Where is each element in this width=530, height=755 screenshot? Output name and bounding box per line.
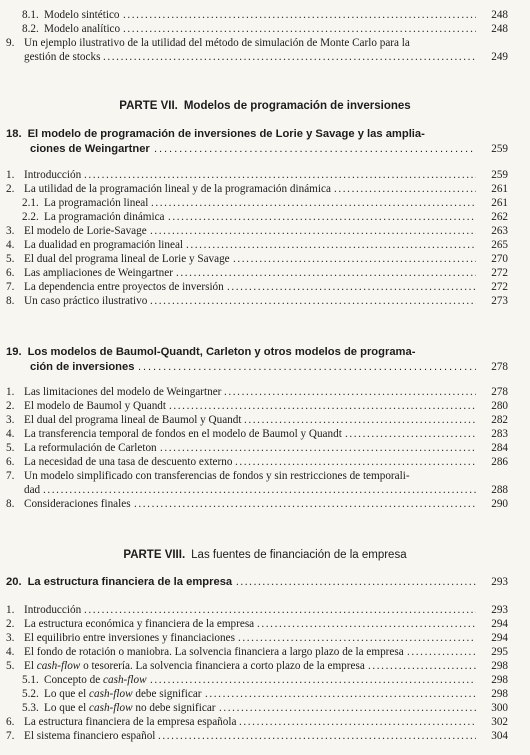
entry-title-italic: cash-flow [36,660,81,672]
entry-title: Modelo sintético [44,9,120,21]
toc-entry [0,238,530,252]
entry-number: 8.1. [22,9,39,21]
toc-entry [0,196,530,210]
chapter-title-continuation [0,142,530,156]
entry-title: Un modelo simplificado con transferencias de fondos y sin restricciones de temporali- [24,470,410,482]
chapter-title: El modelo de programación de inversiones de Lorie y Savage y las amplia- [27,128,425,140]
entry-title-continuation: dad [24,484,41,496]
leader-dots [151,196,476,210]
leader-dots [239,715,476,729]
page-number: 263 [491,225,508,237]
leader-dots [154,142,476,156]
toc-entry [0,631,530,645]
page-number: 270 [491,253,508,265]
leader-dots [176,266,476,280]
leader-dots [43,483,476,497]
leader-dots [123,8,476,22]
entry-number: 9. [6,37,15,49]
entry-title [44,673,147,687]
page-number: 298 [491,660,508,672]
entry-title: La transferencia temporal de fondos en el modelo de Baumol y Quandt [24,428,342,440]
leader-dots [168,210,476,224]
leader-dots [233,252,476,266]
toc-entry [0,385,530,399]
toc-entry [0,673,530,687]
toc-entry [0,687,530,701]
page-number: 249 [491,51,508,63]
chapter-heading [6,127,506,142]
entry-title: El fondo de rotación o maniobra. La solvencia financiera a largo plazo de la empresa [24,646,404,658]
toc-entry [0,280,530,294]
toc-entry [0,399,530,413]
entry-number: 2. [6,400,15,412]
chapter-title-line2: ciones de Weingartner [30,143,150,155]
entry-title: Modelo analítico [44,23,121,35]
page-number: 295 [491,646,508,658]
entry-title-continuation: gestión de stocks [24,51,101,63]
entry-title: Las limitaciones del modelo de Weingartner [24,386,222,398]
entry-title: La dependencia entre proyectos de inversión [24,281,224,293]
page-number: 262 [491,211,508,223]
entry-title-italic: cash-flow [103,674,147,686]
toc-entry [0,210,530,224]
entry-number: 6. [6,716,15,728]
page-number: 248 [491,9,508,21]
leader-dots [158,729,476,743]
entry-title: Introducción [24,604,82,616]
toc-entry [0,603,530,617]
entry-number: 5. [6,660,15,672]
entry-number: 7. [6,470,15,482]
entry-number: 7. [6,281,15,293]
entry-number: 1. [6,604,15,616]
entry-number: 2. [6,183,15,195]
entry-title [44,701,216,715]
page-number: 293 [491,576,508,588]
toc-entry [0,8,530,22]
page-number: 278 [491,361,508,373]
part-label: PARTE VII. [119,100,178,112]
leader-dots [205,687,476,701]
page-number: 293 [491,604,508,616]
toc-entry [0,413,530,427]
chapter-number: 18. [6,128,22,140]
leader-dots [160,441,476,455]
entry-title: El equilibrio entre inversiones y financiaciones [24,632,235,644]
toc-entry-continuation [0,483,530,497]
entry-title: La programación lineal [44,197,149,209]
entry-number: 2. [6,618,15,630]
chapter-heading [6,575,232,590]
entry-title: El modelo de Lorie-Savage [24,225,147,237]
page-number: 283 [491,428,508,440]
chapter-title-line2: ción de inversiones [30,361,135,373]
entry-number: 8. [6,498,15,510]
entry-number: 5.3. [22,702,39,714]
entry-number: 5. [6,442,15,454]
entry-number: 1. [6,169,15,181]
toc-entry [0,645,530,659]
toc-entry [0,252,530,266]
toc-entry [0,36,530,50]
toc-entry [0,168,530,182]
leader-dots [186,238,476,252]
page-number: 261 [491,183,508,195]
leader-dots [134,497,476,511]
entry-title: La necesidad de una tasa de descuento externo [24,456,233,468]
chapter-number: 19. [6,346,22,358]
page-number: 284 [491,442,508,454]
entry-number: 6. [6,456,15,468]
entry-title-part: Lo que el [44,688,90,700]
toc-entry [0,441,530,455]
page-number: 302 [491,716,508,728]
toc-entry [0,701,530,715]
entry-title-part: Concepto de [44,674,104,686]
entry-number: 7. [6,730,15,742]
toc-entry [0,617,530,631]
part-heading [0,100,530,112]
page-number: 294 [491,618,508,630]
leader-dots [219,701,476,715]
entry-number: 8. [6,295,15,307]
entry-title: El sistema financiero español [24,730,156,742]
toc-entry [0,469,530,483]
chapter-title: La estructura financiera de la empresa [27,576,233,588]
page-number: 272 [491,267,508,279]
toc-entry [0,497,530,511]
toc-entry [0,427,530,441]
page-number: 294 [491,632,508,644]
entry-title: El modelo de Baumol y Quandt [24,400,166,412]
page-number: 298 [491,674,508,686]
leader-dots [103,50,476,64]
entry-title: Un caso práctico ilustrativo [24,295,148,307]
chapter-number: 20. [6,576,22,588]
toc-entry [0,715,530,729]
page-number: 286 [491,456,508,468]
page-number: 265 [491,239,508,251]
leader-dots [235,455,476,469]
page-number: 288 [491,484,508,496]
entry-title [44,687,202,701]
entry-title-part: no debe significar [132,702,216,714]
page-number: 290 [491,498,508,510]
page-number: 300 [491,702,508,714]
entry-number: 5. [6,253,15,265]
entry-number: 2.2. [22,211,39,223]
entry-title-part: Lo que el [44,702,90,714]
entry-number: 3. [6,414,15,426]
page-number: 280 [491,400,508,412]
part-heading [0,549,530,561]
leader-dots [224,385,476,399]
part-title: Modelos de programación de inversiones [183,100,411,112]
chapter-heading [6,345,506,360]
entry-number: 2.1. [22,197,39,209]
leader-dots [150,224,476,238]
toc-entry [0,182,530,196]
leader-dots [334,182,476,196]
entry-number: 5.1. [22,674,39,686]
entry-title: La estructura financiera de la empresa española [24,716,237,728]
entry-title: El dual del programa lineal de Lorie y Savage [24,253,230,265]
page-number: 298 [491,688,508,700]
leader-dots [84,603,476,617]
part-label: PARTE VIII. [123,549,186,561]
page-number: 261 [491,197,508,209]
entry-title: El dual del programa lineal de Baumol y Quandt [24,414,242,426]
leader-dots [150,294,476,308]
page-number: 304 [491,730,508,742]
toc-entry [0,294,530,308]
page-number: 272 [491,281,508,293]
leader-dots [368,659,476,673]
chapter-title: Los modelos de Baumol-Quandt, Carleton y otros modelos de programa- [27,346,416,358]
entry-number: 1. [6,386,15,398]
toc-entry [0,224,530,238]
leader-dots [345,427,476,441]
entry-number: 3. [6,632,15,644]
entry-title: La reformulación de Carleton [24,442,157,454]
entry-number: 3. [6,225,15,237]
chapter-title-continuation [0,360,530,374]
entry-title-part: debe significar [132,688,202,700]
leader-dots [236,575,476,589]
page-number: 259 [491,143,508,155]
page-number: 259 [491,169,508,181]
entry-title: Un ejemplo ilustrativo de la utilidad del método de simulación de Monte Carlo para la [24,37,410,49]
leader-dots [84,168,476,182]
leader-dots [123,22,476,36]
entry-title-part: o tesorería. La solvencia financiera a corto plazo de la empresa [80,660,365,672]
entry-title: Introducción [24,169,82,181]
entry-title [24,659,365,673]
entry-number: 5.2. [22,688,39,700]
page-number: 278 [491,386,508,398]
entry-number: 6. [6,267,15,279]
leader-dots [244,413,476,427]
toc-entry [0,455,530,469]
leader-dots [227,280,476,294]
page-number: 248 [491,23,508,35]
entry-title: Las ampliaciones de Weingartner [24,267,173,279]
toc-entry-continuation [0,50,530,64]
leader-dots [150,673,476,687]
entry-title: Consideraciones finales [24,498,131,510]
entry-number: 8.2. [22,23,39,35]
page-number: 273 [491,295,508,307]
toc-entry [0,729,530,743]
leader-dots [407,645,476,659]
leader-dots [138,360,476,374]
entry-title: La utilidad de la programación lineal y de la programación dinámica [24,183,331,195]
toc-entry [0,659,530,673]
entry-title: La estructura económica y financiera de la empresa [24,618,255,630]
leader-dots [257,617,476,631]
toc-entry [0,22,530,36]
entry-number: 4. [6,428,15,440]
entry-title: La dualidad en programación lineal [24,239,184,251]
entry-number: 4. [6,646,15,658]
entry-title: La programación dinámica [44,211,165,223]
part-title: Las fuentes de financiación de la empresa [191,549,407,561]
entry-number: 4. [6,239,15,251]
entry-title-part: El [24,660,37,672]
leader-dots [238,631,476,645]
entry-title-italic: cash-flow [89,688,133,700]
toc-entry [0,266,530,280]
leader-dots [169,399,476,413]
page-number: 282 [491,414,508,426]
entry-title-italic: cash-flow [89,702,133,714]
